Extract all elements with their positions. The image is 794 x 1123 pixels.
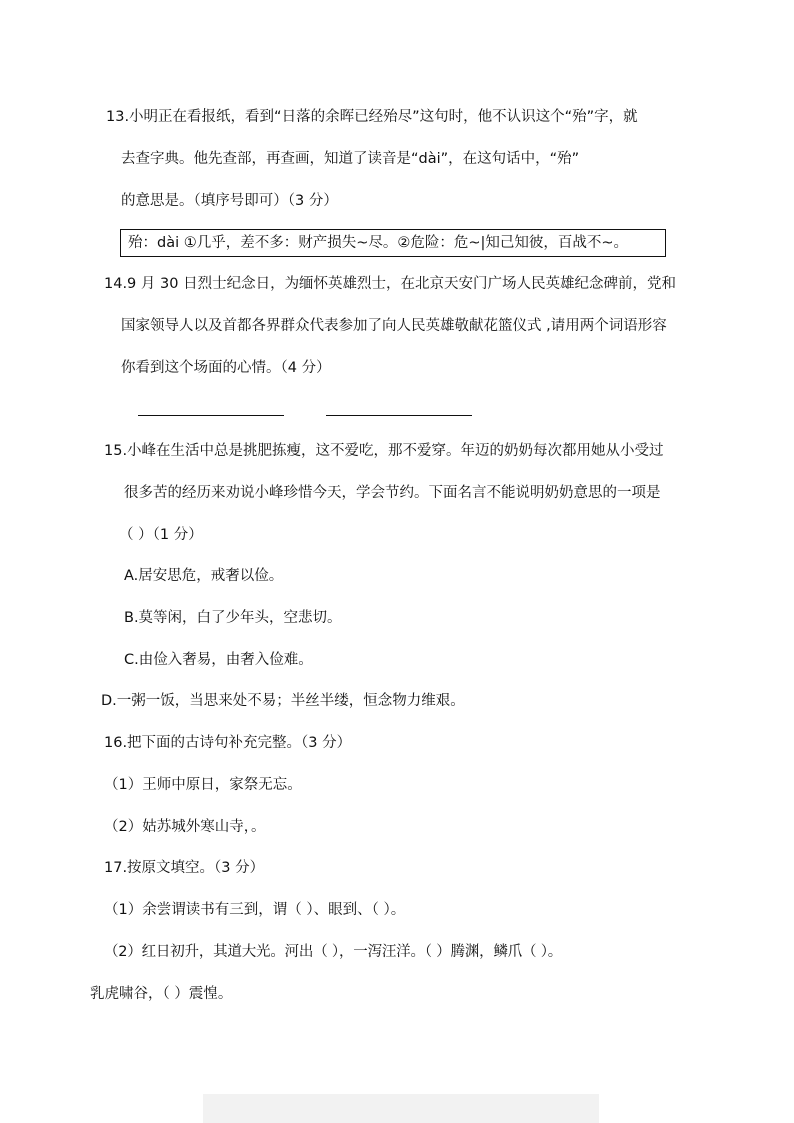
- q15-option-b: B.莫等闲，白了少年头，空悲切。: [124, 610, 342, 626]
- q16-item-2: （2）姑苏城外寒山寺，。: [104, 819, 266, 835]
- q14-line-3: 你看到这个场面的心情。（4 分）: [121, 360, 331, 376]
- q13-line-1: 13.小明正在看报纸，看到“日落的余晖已经殆尽”这句时，他不认识这个“殆”字，就: [106, 109, 638, 125]
- footer-bar: [203, 1094, 599, 1123]
- q14-line-2: 国家领导人以及首都各界群众代表参加了向人民英雄敬献花篮仪式 ,请用两个词语形容: [121, 318, 667, 334]
- q17-title: 17.按原文填空。（3 分）: [104, 860, 265, 876]
- q15-option-c: C.由俭入奢易，由奢入俭难。: [124, 652, 313, 668]
- q17-item-2: （2）红日初升，其道大光。河出（ ），一泻汪洋。（ ）腾渊，鳞爪（ ）。: [104, 944, 563, 960]
- q16-title: 16.把下面的古诗句补充完整。（3 分）: [104, 735, 352, 751]
- q13-line-3: 的意思是。（填序号即可）（3 分）: [121, 193, 338, 209]
- q14-line-1: 14.9 月 30 日烈士纪念日，为缅怀英雄烈士，在北京天安门广场人民英雄纪念碑前，党和: [104, 276, 677, 292]
- q17-item-2-continued: 乳虎啸谷，（ ）震惶。: [90, 986, 233, 1002]
- q15-line-2: 很多苦的经历来劝说小峰珍惜今天，学会节约。下面名言不能说明奶奶意思的一项是: [124, 485, 661, 501]
- q16-item-1: （1）王师中原日，家祭无忘。: [104, 777, 302, 793]
- q15-option-a: A.居安思危，戒奢以俭。: [124, 568, 284, 584]
- q15-option-d: D.一粥一饭，当思来处不易；半丝半缕，恒念物力维艰。: [101, 693, 465, 709]
- q17-item-1: （1）余尝谓读书有三到，谓（ ）、眼到、（ ）。: [104, 902, 406, 918]
- answer-blank-2[interactable]: [326, 415, 472, 416]
- q13-line-2: 去查字典。他先查部，再查画，知道了读音是“dài”，在这句话中，“殆”: [121, 151, 580, 167]
- q15-line-1: 15.小峰在生活中总是挑肥拣瘦，这不爱吃，那不爱穿。年迈的奶奶每次都用她从小受过: [104, 443, 664, 459]
- q15-line-3: （ ）（1 分）: [119, 527, 203, 543]
- answer-blank-1[interactable]: [138, 415, 284, 416]
- dictionary-entry-text: 殆：dài ①几乎，差不多：财产损失~尽。②危险：危~|知己知彼，百战不~。: [128, 235, 629, 251]
